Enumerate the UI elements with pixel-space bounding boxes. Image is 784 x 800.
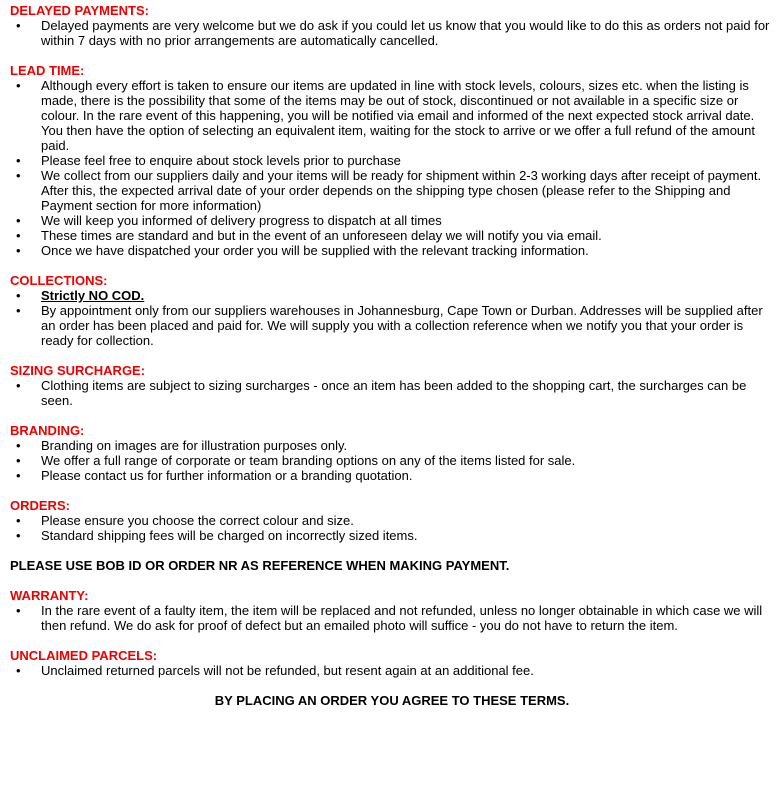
section-collections xyxy=(10,273,774,348)
list-item: • Branding on images are for illustration purposes only. xyxy=(10,438,774,453)
bullet-list xyxy=(10,18,774,48)
bullet-list xyxy=(10,288,774,348)
list-item: • Please ensure you choose the correct colour and size. xyxy=(10,513,774,528)
section-branding xyxy=(10,423,774,483)
list-item: • We offer a full range of corporate or team branding options on any of the items listed for sale. xyxy=(10,453,774,468)
list-item: • Please contact us for further information or a branding quotation. xyxy=(10,468,774,483)
bullet-list xyxy=(10,438,774,483)
bullet-list xyxy=(10,513,774,543)
list-item: • Unclaimed returned parcels will not be refunded, but resent again at an additional fee. xyxy=(10,663,774,678)
payment-reference-notice: PLEASE USE BOB ID OR ORDER NR AS REFERENCE WHEN MAKING PAYMENT. xyxy=(10,558,510,573)
list-item: • These times are standard and but in the event of an unforeseen delay we will notify you via email. xyxy=(10,228,774,243)
section-sizing-surcharge xyxy=(10,363,774,408)
section-warranty xyxy=(10,588,774,633)
section-heading: BRANDING: xyxy=(10,423,85,438)
list-item: • Although every effort is taken to ensure our items are updated in line with stock levels, colours, sizes etc. when the listing is made, there is the possibility that some of the items may be out of stock, discontinued or not available in a specific size or colour. In the rare event of this happening, you will be notified via email and informed of the next expected stock arrival date. You then have the option of selecting an equivalent item, waiting for the stock to arrive or we offer a full refund of the amount paid. xyxy=(10,78,774,153)
section-heading: DELAYED PAYMENTS: xyxy=(10,3,149,18)
list-item: • In the rare event of a faulty item, the item will be replaced and not refunded, unless no longer obtainable in which case we will then refund. We do ask for proof of defect but an emailed photo will suffice - you do not have to return the item. xyxy=(10,603,774,633)
list-item: • Standard shipping fees will be charged on incorrectly sized items. xyxy=(10,528,774,543)
section-heading: UNCLAIMED PARCELS: xyxy=(10,648,158,663)
list-item: • By appointment only from our suppliers warehouses in Johannesburg, Cape Town or Durban. Addresses will be supplied after an order has been placed and paid for. We will supply you with a collection reference when we notify you that your order is ready for collection. xyxy=(10,303,774,348)
bullet-list xyxy=(10,378,774,408)
section-heading: ORDERS: xyxy=(10,498,70,513)
section-heading: SIZING SURCHARGE: xyxy=(10,363,146,378)
list-item: • Please feel free to enquire about stock levels prior to purchase xyxy=(10,153,774,168)
list-item: • Clothing items are subject to sizing surcharges - once an item has been added to the shopping cart, the surcharges can be seen. xyxy=(10,378,774,408)
agreement-footer: BY PLACING AN ORDER YOU AGREE TO THESE TERMS. xyxy=(214,693,570,708)
bullet-list xyxy=(10,78,774,258)
bullet-list xyxy=(10,663,774,678)
section-heading: WARRANTY: xyxy=(10,588,89,603)
list-item: • Once we have dispatched your order you will be supplied with the relevant tracking information. xyxy=(10,243,774,258)
section-unclaimed-parcels xyxy=(10,648,774,678)
section-heading: LEAD TIME: xyxy=(10,63,85,78)
section-lead-time xyxy=(10,63,774,258)
list-item: • We will keep you informed of delivery progress to dispatch at all times xyxy=(10,213,774,228)
list-item: • We collect from our suppliers daily and your items will be ready for shipment within 2-3 working days after receipt of payment. After this, the expected arrival date of your order depends on the shipping type chosen (please refer to the Shipping and Payment section for more information) xyxy=(10,168,774,213)
section-orders xyxy=(10,498,774,543)
list-item xyxy=(10,288,774,303)
section-heading: COLLECTIONS: xyxy=(10,273,108,288)
section-delayed-payments xyxy=(10,3,774,48)
strictly-no-cod-text: Strictly NO COD. xyxy=(41,288,145,303)
bullet-list xyxy=(10,603,774,633)
list-item: • Delayed payments are very welcome but we do ask if you could let us know that you would like to do this as orders not paid for within 7 days with no prior arrangements are automatically cancelled. xyxy=(10,18,774,48)
